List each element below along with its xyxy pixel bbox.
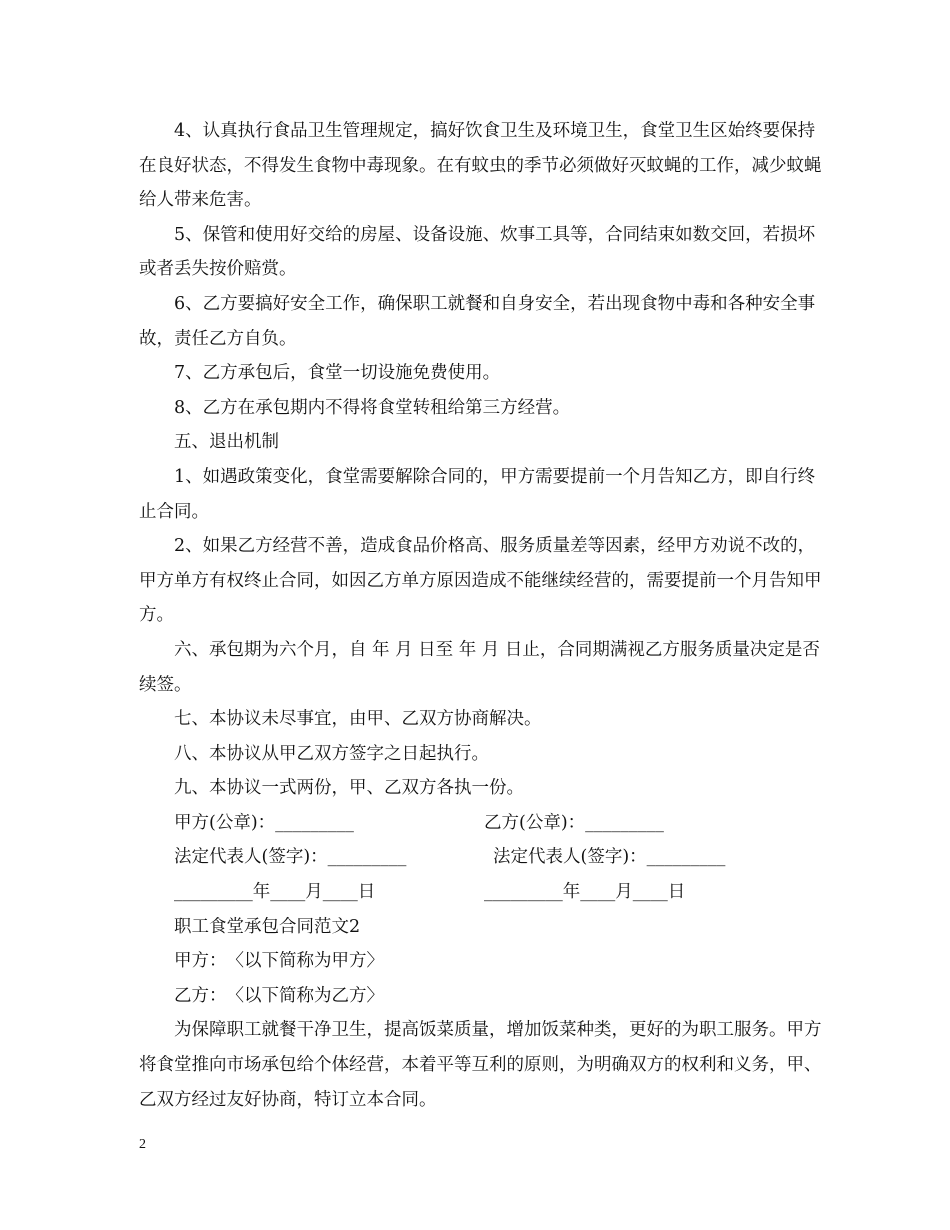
signature-row-seal [139,806,829,841]
section-heading-exit: 五、退出机制 [174,432,279,453]
section-copies: 九、本协议一式两份，甲、乙双方各执一份。 [174,778,524,799]
party-a-date-line: _________年____月____日 [174,882,376,903]
clause-5: 5、保管和使用好交给的房屋、设备设施、炊事工具等，合同结束如数交回，若损坏或者丢失按价赔赏。 [139,224,816,280]
party-b-date-line: _________年____月____日 [484,882,686,903]
party-a-definition: 甲方： 〈以下简称为甲方〉 [174,951,384,972]
clause-4: 4、认真执行食品卫生管理规定，搞好饮食卫生及环境卫生，食堂卫生区始终要保持在良好状态，不得发生食物中毒现象。在有蚊虫的季节必须做好灭蚊蝇的工作，减少蚊蝇给人带来危害。 [139,121,822,211]
page-number: 2 [139,1137,146,1152]
document-body [139,114,829,1117]
section-unresolved-matters: 七、本协议未尽事宜，由甲、乙双方协商解决。 [174,709,542,730]
clause-8: 8、乙方在承包期内不得将食堂转租给第三方经营。 [174,397,571,418]
party-a-seal-line: 甲方(公章)：_________ [174,812,354,833]
party-b-definition: 乙方： 〈以下简称为乙方〉 [174,985,384,1006]
clause-6: 6、乙方要搞好安全工作，确保职工就餐和自身安全，若出现食物中毒和各种安全事故，责任乙方自负。 [139,293,816,349]
exit-clause-2: 2、如果乙方经营不善，造成食品价格高、服务质量差等因素，经甲方劝说不改的，甲方单方有权终止合同，如因乙方单方原因造成不能继续经营的，需要提前一个月告知甲方。 [139,536,822,626]
contract-preamble: 为保障职工就餐干净卫生，提高饭菜质量，增加饭菜种类，更好的为职工服务。甲方将食堂推向市场承包给个体经营，本着平等互利的原则，为明确双方的权利和义务，甲、乙双方经过友好协商，特订立本合同。 [139,1020,822,1110]
signature-row-representative [139,840,829,875]
party-b-representative-line: 法定代表人(签字)：_________ [493,847,726,868]
section-effective-date: 八、本协议从甲乙双方签字之日起执行。 [174,743,489,764]
contract-title-2: 职工食堂承包合同范文2 [174,916,361,937]
exit-clause-1: 1、如遇政策变化，食堂需要解除合同的，甲方需要提前一个月告知乙方，即自行终止合同。 [139,466,816,522]
clause-7: 7、乙方承包后，食堂一切设施免费使用。 [174,363,501,384]
signature-row-date [139,875,829,910]
party-a-representative-line: 法定代表人(签字)：_________ [174,847,407,868]
section-term: 六、承包期为六个月，自 年 月 日至 年 月 日止，合同期满视乙方服务质量决定是否续签。 [139,639,820,695]
party-b-seal-line: 乙方(公章)：_________ [484,812,664,833]
